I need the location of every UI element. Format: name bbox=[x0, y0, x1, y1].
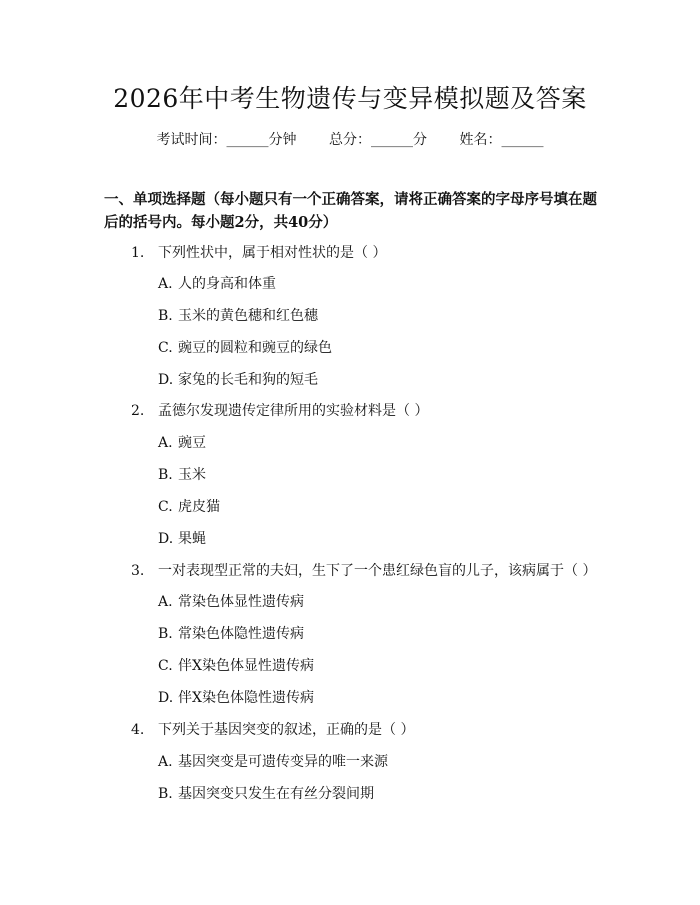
question-3-option-a bbox=[158, 592, 304, 612]
option-text: 果蝇 bbox=[178, 531, 206, 547]
option-letter: B. bbox=[158, 786, 173, 802]
option-text: 伴X染色体显性遗传病 bbox=[178, 658, 314, 674]
student-name-field: 姓名：______ bbox=[459, 132, 544, 148]
exam-meta bbox=[0, 130, 700, 150]
option-letter: A. bbox=[158, 754, 173, 770]
question-4 bbox=[131, 720, 414, 740]
option-text: 豌豆 bbox=[178, 435, 206, 451]
question-1-option-c bbox=[158, 338, 332, 358]
question-1-option-a bbox=[158, 274, 276, 294]
question-number: 3. bbox=[131, 563, 145, 579]
total-score-field: 总分：______分 bbox=[329, 132, 427, 148]
question-1-option-d bbox=[158, 370, 318, 390]
question-text: 孟德尔发现遗传定律所用的实验材料是（ ） bbox=[158, 403, 429, 419]
question-text: 一对表现型正常的夫妇，生下了一个患红绿色盲的儿子，该病属于（ ） bbox=[158, 563, 597, 579]
question-2 bbox=[131, 401, 428, 421]
option-text: 常染色体显性遗传病 bbox=[178, 594, 304, 610]
question-2-option-d bbox=[158, 529, 206, 549]
question-3-option-c bbox=[158, 656, 314, 676]
question-2-option-c bbox=[158, 497, 220, 517]
option-letter: D. bbox=[158, 372, 174, 388]
option-letter: C. bbox=[158, 658, 173, 674]
option-letter: A. bbox=[158, 435, 173, 451]
exam-time-field: 考试时间：______分钟 bbox=[156, 132, 297, 148]
question-number: 1. bbox=[131, 245, 145, 261]
option-text: 人的身高和体重 bbox=[178, 276, 276, 292]
option-letter: D. bbox=[158, 690, 174, 706]
question-2-option-a bbox=[158, 433, 206, 453]
option-text: 豌豆的圆粒和豌豆的绿色 bbox=[178, 340, 332, 356]
question-1 bbox=[131, 243, 386, 263]
question-2-option-b bbox=[158, 465, 206, 485]
question-4-option-a bbox=[158, 752, 388, 772]
section-heading: 一、单项选择题（每小题只有一个正确答案，请将正确答案的字母序号填在题后的括号内。每小题2分，共40分） bbox=[104, 191, 597, 231]
option-text: 伴X染色体隐性遗传病 bbox=[178, 690, 314, 706]
option-text: 家兔的长毛和狗的短毛 bbox=[178, 372, 318, 388]
option-text: 玉米的黄色穗和红色穗 bbox=[178, 308, 318, 324]
question-number: 4. bbox=[131, 722, 145, 738]
option-letter: B. bbox=[158, 626, 173, 642]
option-letter: D. bbox=[158, 531, 174, 547]
option-letter: B. bbox=[158, 308, 173, 324]
question-3 bbox=[131, 561, 596, 581]
option-text: 基因突变只发生在有丝分裂间期 bbox=[178, 786, 374, 802]
option-text: 虎皮猫 bbox=[178, 499, 220, 515]
question-4-option-b bbox=[158, 784, 374, 804]
question-3-option-b bbox=[158, 624, 304, 644]
option-letter: C. bbox=[158, 340, 173, 356]
option-text: 玉米 bbox=[178, 467, 206, 483]
page-title: 2026年中考生物遗传与变异模拟题及答案 bbox=[113, 84, 587, 113]
option-letter: C. bbox=[158, 499, 173, 515]
option-letter: A. bbox=[158, 276, 173, 292]
question-text: 下列性状中，属于相对性状的是（ ） bbox=[158, 245, 387, 261]
question-3-option-d bbox=[158, 688, 314, 708]
question-1-option-b bbox=[158, 306, 318, 326]
question-text: 下列关于基因突变的叙述，正确的是（ ） bbox=[158, 722, 415, 738]
option-letter: B. bbox=[158, 467, 173, 483]
question-number: 2. bbox=[131, 403, 145, 419]
option-letter: A. bbox=[158, 594, 173, 610]
option-text: 基因突变是可遗传变异的唯一来源 bbox=[178, 754, 388, 770]
option-text: 常染色体隐性遗传病 bbox=[178, 626, 304, 642]
